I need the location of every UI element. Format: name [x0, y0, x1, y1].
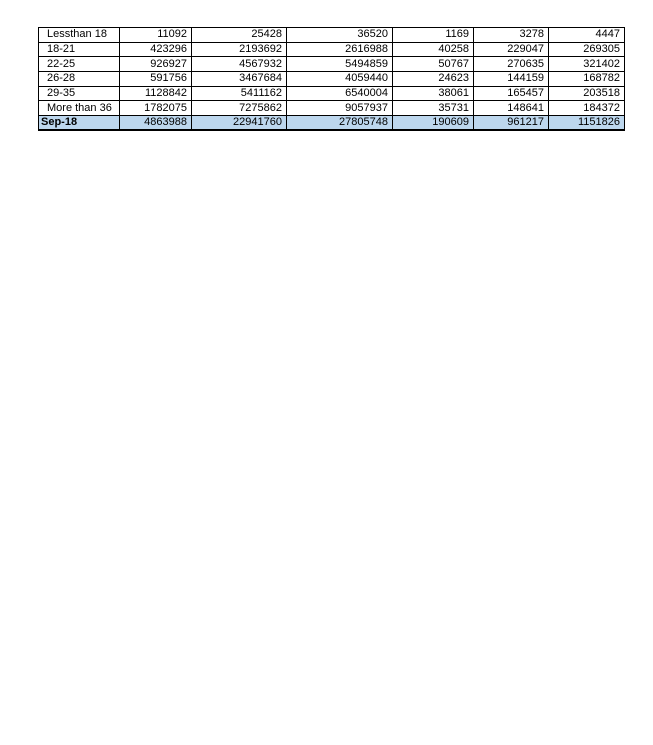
value-cell: 926927 — [120, 57, 192, 72]
value-cell: 184372 — [549, 101, 625, 116]
row-label-cell: Sep-18 — [39, 116, 120, 131]
value-cell: 7275862 — [192, 101, 287, 116]
value-cell: 5494859 — [287, 57, 393, 72]
value-cell: 168782 — [549, 72, 625, 87]
row-label-cell: Lessthan 18 — [39, 28, 120, 43]
value-cell: 1151826 — [549, 116, 625, 131]
table-row — [39, 57, 625, 72]
value-cell: 38061 — [393, 86, 474, 101]
table-body — [39, 28, 625, 131]
row-label-cell: More than 36 — [39, 101, 120, 116]
value-cell: 2193692 — [192, 42, 287, 57]
value-cell: 4447 — [549, 28, 625, 43]
table-row — [39, 42, 625, 57]
value-cell: 4567932 — [192, 57, 287, 72]
age-group-data-table — [38, 27, 625, 131]
value-cell: 144159 — [474, 72, 549, 87]
value-cell: 27805748 — [287, 116, 393, 131]
value-cell: 1782075 — [120, 101, 192, 116]
value-cell: 423296 — [120, 42, 192, 57]
value-cell: 2616988 — [287, 42, 393, 57]
table-row — [39, 101, 625, 116]
value-cell: 190609 — [393, 116, 474, 131]
value-cell: 9057937 — [287, 101, 393, 116]
row-label-cell: 18-21 — [39, 42, 120, 57]
value-cell: 50767 — [393, 57, 474, 72]
value-cell: 1169 — [393, 28, 474, 43]
value-cell: 1128842 — [120, 86, 192, 101]
value-cell: 3278 — [474, 28, 549, 43]
value-cell: 165457 — [474, 86, 549, 101]
value-cell: 6540004 — [287, 86, 393, 101]
value-cell: 961217 — [474, 116, 549, 131]
value-cell: 4863988 — [120, 116, 192, 131]
value-cell: 40258 — [393, 42, 474, 57]
value-cell: 25428 — [192, 28, 287, 43]
value-cell: 148641 — [474, 101, 549, 116]
value-cell: 270635 — [474, 57, 549, 72]
value-cell: 22941760 — [192, 116, 287, 131]
value-cell: 5411162 — [192, 86, 287, 101]
value-cell: 36520 — [287, 28, 393, 43]
table-row — [39, 86, 625, 101]
row-label-cell: 26-28 — [39, 72, 120, 87]
total-row — [39, 116, 625, 131]
row-label-cell: 22-25 — [39, 57, 120, 72]
value-cell: 3467684 — [192, 72, 287, 87]
value-cell: 24623 — [393, 72, 474, 87]
value-cell: 269305 — [549, 42, 625, 57]
value-cell: 4059440 — [287, 72, 393, 87]
value-cell: 35731 — [393, 101, 474, 116]
value-cell: 11092 — [120, 28, 192, 43]
value-cell: 229047 — [474, 42, 549, 57]
table-row — [39, 28, 625, 43]
value-cell: 591756 — [120, 72, 192, 87]
table-row — [39, 72, 625, 87]
value-cell: 203518 — [549, 86, 625, 101]
row-label-cell: 29-35 — [39, 86, 120, 101]
value-cell: 321402 — [549, 57, 625, 72]
